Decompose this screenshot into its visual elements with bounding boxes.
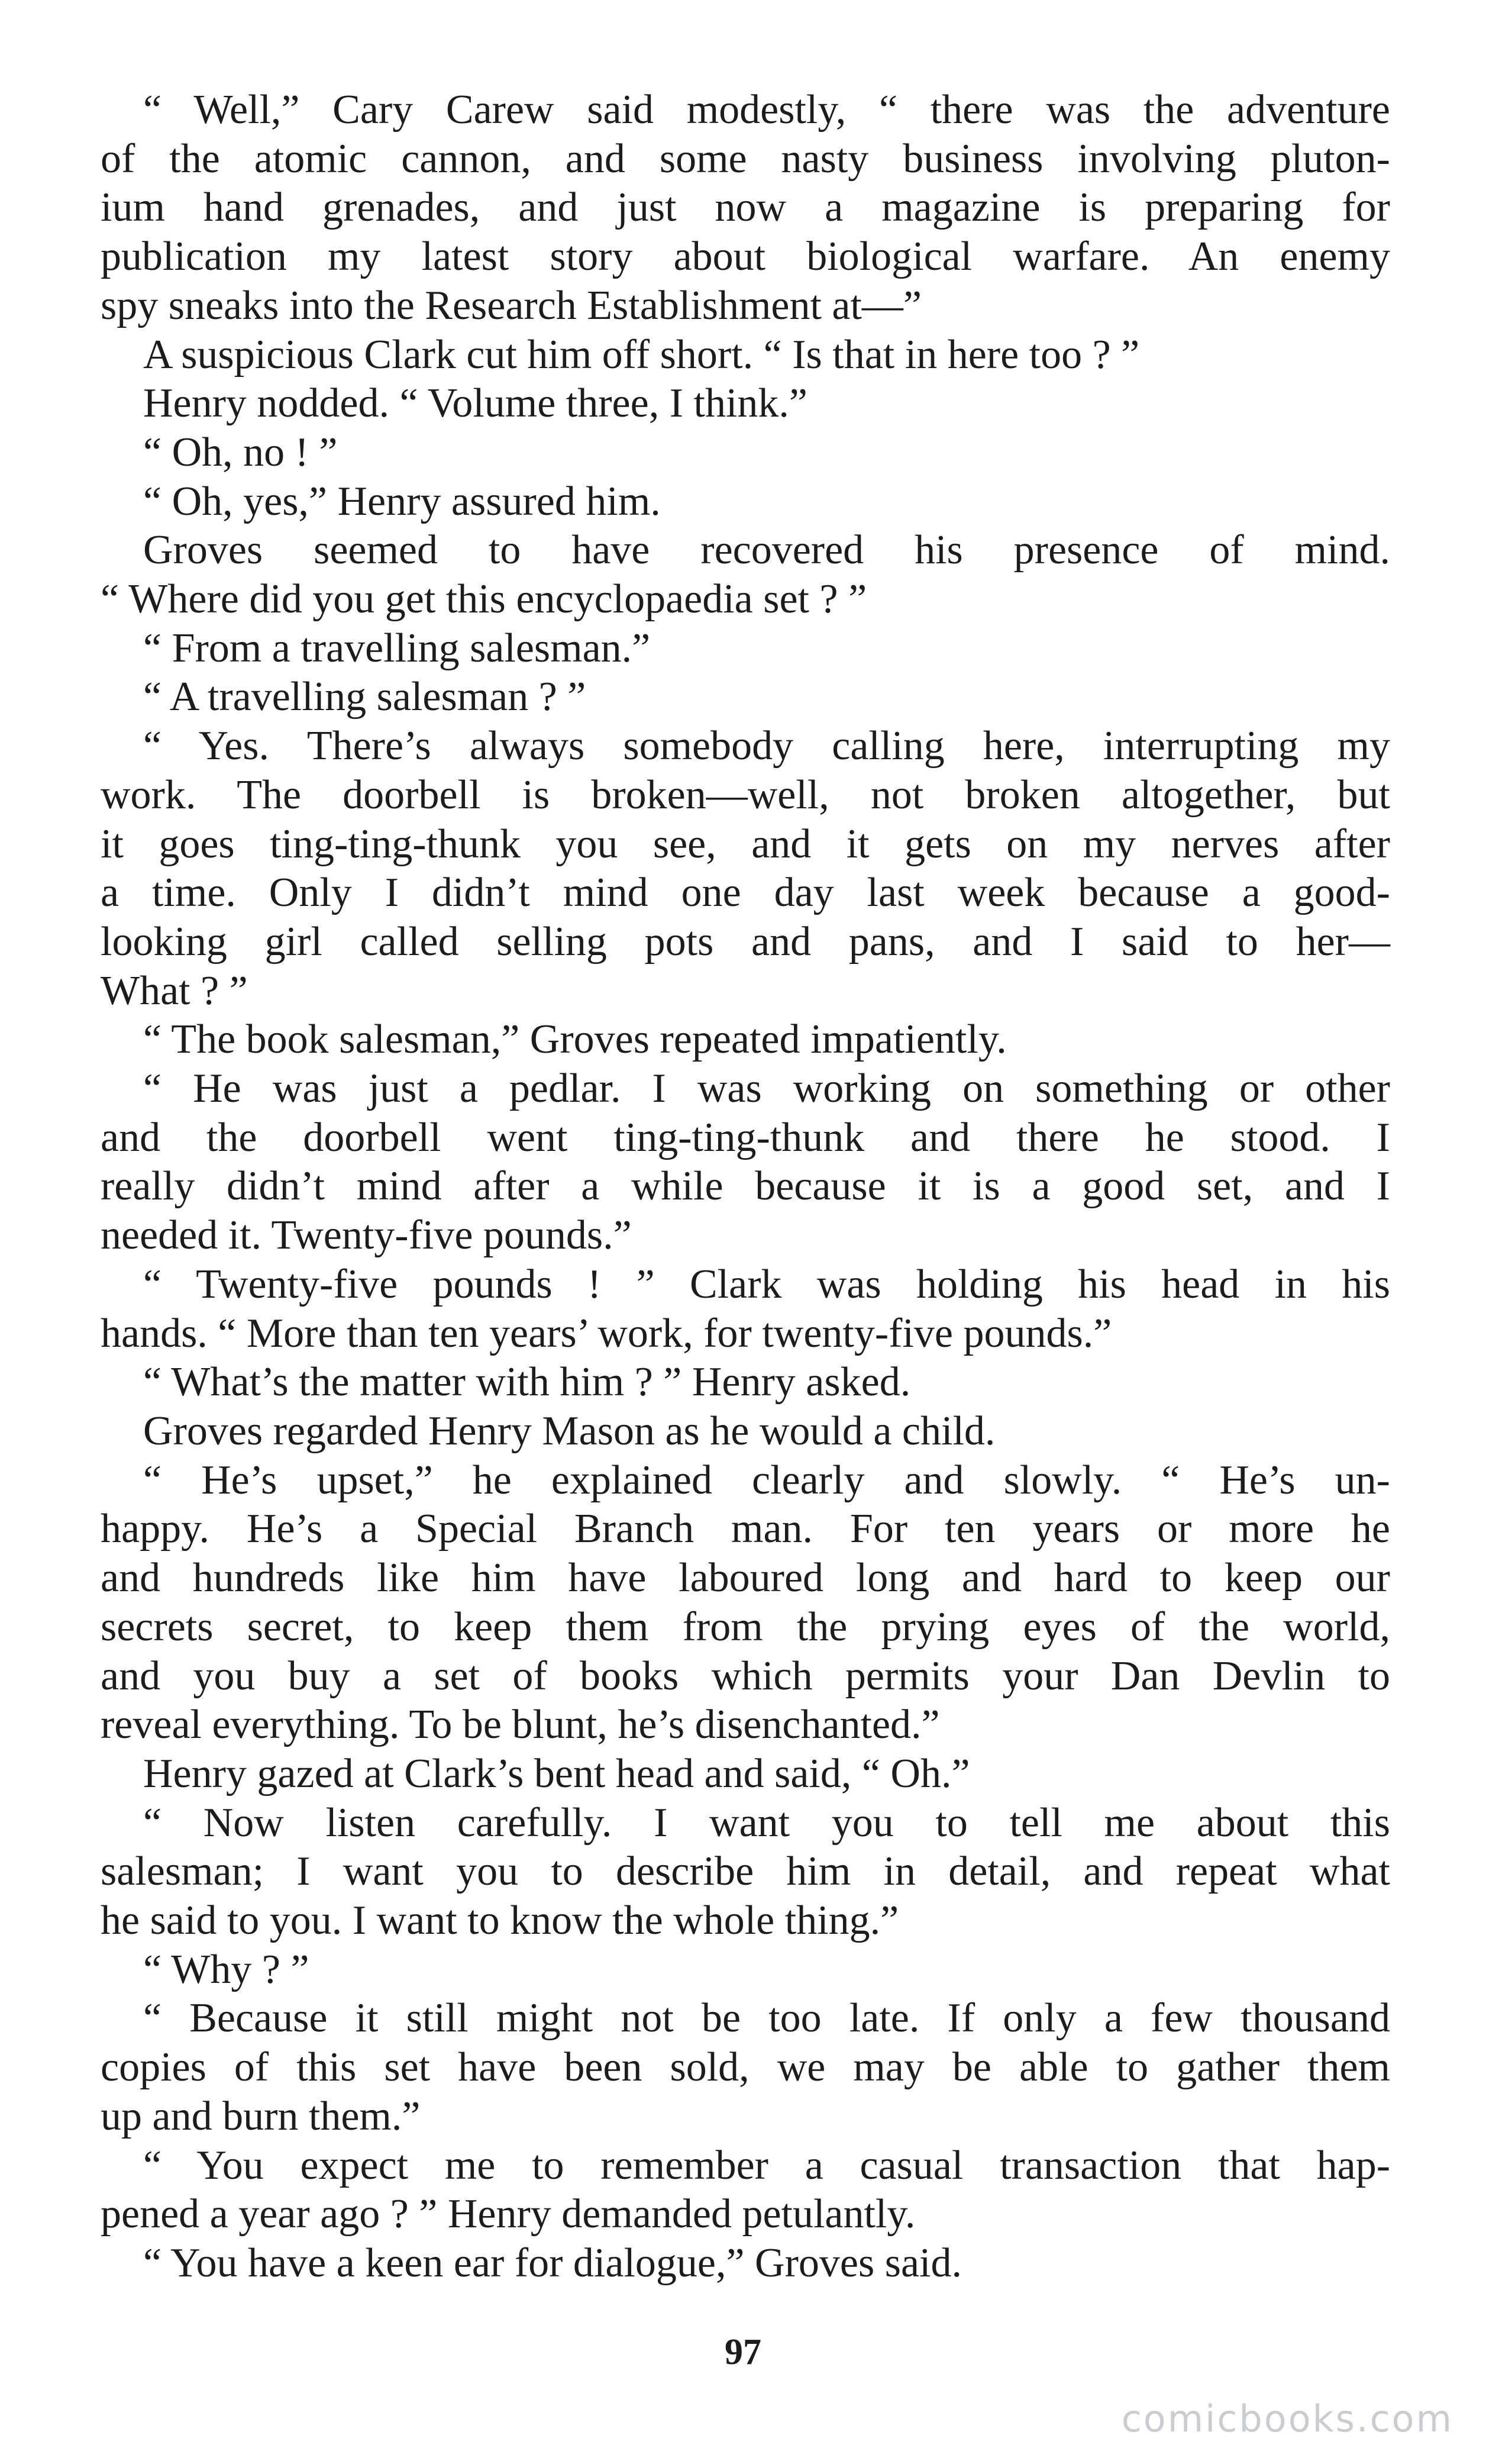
text-line: secrets secret, to keep them from the prying eyes of the world, xyxy=(101,1604,1390,1650)
text-line: looking girl called selling pots and pans, and I said to her— xyxy=(101,918,1390,965)
watermark: comicbooks.com xyxy=(1121,2397,1453,2440)
text-line: up and burn them.” xyxy=(101,2093,421,2139)
text-line: of the atomic cannon, and some nasty business involving pluton- xyxy=(101,136,1390,182)
text-line: “ From a travelling salesman.” xyxy=(143,625,651,671)
paragraph xyxy=(101,379,1390,428)
text-line: reveal everything. To be blunt, he’s disenchanted.” xyxy=(101,1702,940,1748)
paragraph xyxy=(101,2142,1390,2239)
text-line: “ Twenty-five pounds ! ” Clark was holding his head in his xyxy=(143,1261,1390,1307)
paragraph xyxy=(101,86,1390,331)
text-line: “ The book salesman,” Groves repeated impatiently. xyxy=(143,1017,1007,1063)
text-line: and hundreds like him have laboured long and hard to keep our xyxy=(101,1555,1390,1601)
text-line: and you buy a set of books which permits your Dan Devlin to xyxy=(101,1653,1390,1699)
text-line: he said to you. I want to know the whole thing.” xyxy=(101,1898,899,1944)
paragraph xyxy=(101,428,1390,478)
paragraph xyxy=(101,1015,1390,1065)
text-line: really didn’t mind after a while because it is a good set, and I xyxy=(101,1163,1390,1210)
text-line: “ A travelling salesman ? ” xyxy=(143,674,586,720)
text-line: work. The doorbell is broken—well, not broken altogether, but xyxy=(101,772,1390,818)
text-line: “ What’s the matter with him ? ” Henry asked. xyxy=(143,1359,911,1405)
text-line: and the doorbell went ting-ting-thunk and there he stood. I xyxy=(101,1114,1390,1160)
text-line: What ? ” xyxy=(101,967,248,1014)
paragraph xyxy=(101,2239,1390,2288)
text-line: “ Oh, no ! ” xyxy=(143,429,338,475)
text-line: spy sneaks into the Research Establishment at—” xyxy=(101,282,922,328)
paragraph xyxy=(101,1994,1390,2141)
text-line: “ Oh, yes,” Henry assured him. xyxy=(143,478,661,524)
paragraph xyxy=(101,1358,1390,1407)
body-text xyxy=(101,86,1390,2288)
paragraph xyxy=(101,331,1390,380)
text-line: salesman; I want you to describe him in detail, and repeat what xyxy=(101,1849,1390,1895)
text-line: “ Why ? ” xyxy=(143,1946,309,1992)
text-line: Groves regarded Henry Mason as he would a child. xyxy=(143,1408,996,1454)
text-line: “ Well,” Cary Carew said modestly, “ there was the adventure xyxy=(143,87,1390,133)
text-line: happy. He’s a Special Branch man. For ten years or more he xyxy=(101,1506,1390,1552)
paragraph xyxy=(101,1065,1390,1260)
text-line: publication my latest story about biological warfare. An enemy xyxy=(101,234,1390,280)
text-line: Henry gazed at Clark’s bent head and said, “ Oh.” xyxy=(143,1750,970,1797)
book-page xyxy=(101,86,1390,2352)
paragraph xyxy=(101,1260,1390,1358)
text-line: “ You have a keen ear for dialogue,” Groves said. xyxy=(143,2240,962,2286)
paragraph xyxy=(101,1799,1390,1946)
paragraph xyxy=(101,478,1390,527)
text-line: Henry nodded. “ Volume three, I think.” xyxy=(143,380,807,427)
text-line: pened a year ago ? ” Henry demanded petulantly. xyxy=(101,2191,916,2237)
text-line: ium hand grenades, and just now a magazine is preparing for xyxy=(101,185,1390,231)
text-line: “ Yes. There’s always somebody calling here, interrupting my xyxy=(143,723,1390,769)
text-line: it goes ting-ting-thunk you see, and it gets on my nerves after xyxy=(101,821,1390,867)
paragraph xyxy=(101,1407,1390,1456)
text-line: needed it. Twenty-five pounds.” xyxy=(101,1212,632,1259)
text-line: a time. Only I didn’t mind one day last week because a good- xyxy=(101,870,1390,916)
text-line: “ Where did you get this encyclopaedia set ? ” xyxy=(101,576,867,623)
text-line: Groves seemed to have recovered his presence of mind. xyxy=(143,527,1390,573)
paragraph xyxy=(101,1946,1390,1995)
text-line: “ You expect me to remember a casual transaction that hap- xyxy=(143,2142,1390,2188)
text-line: A suspicious Clark cut him off short. “ Is that in here too ? ” xyxy=(143,331,1140,378)
text-line: “ He was just a pedlar. I was working on something or other xyxy=(143,1066,1390,1112)
text-line: copies of this set have been sold, we may be able to gather them xyxy=(101,2044,1390,2091)
text-line: “ Now listen carefully. I want you to tell me about this xyxy=(143,1799,1390,1846)
paragraph xyxy=(101,673,1390,722)
text-line: “ Because it still might not be too late. If only a few thousand xyxy=(143,1995,1390,2041)
text-line: “ He’s upset,” he explained clearly and slowly. “ He’s un- xyxy=(143,1457,1390,1503)
paragraph xyxy=(101,526,1390,624)
paragraph xyxy=(101,624,1390,673)
paragraph xyxy=(101,1456,1390,1750)
paragraph xyxy=(101,722,1390,1015)
paragraph xyxy=(101,1750,1390,1799)
page-number: 97 xyxy=(725,2332,761,2372)
text-line: hands. “ More than ten years’ work, for twenty-five pounds.” xyxy=(101,1310,1112,1356)
